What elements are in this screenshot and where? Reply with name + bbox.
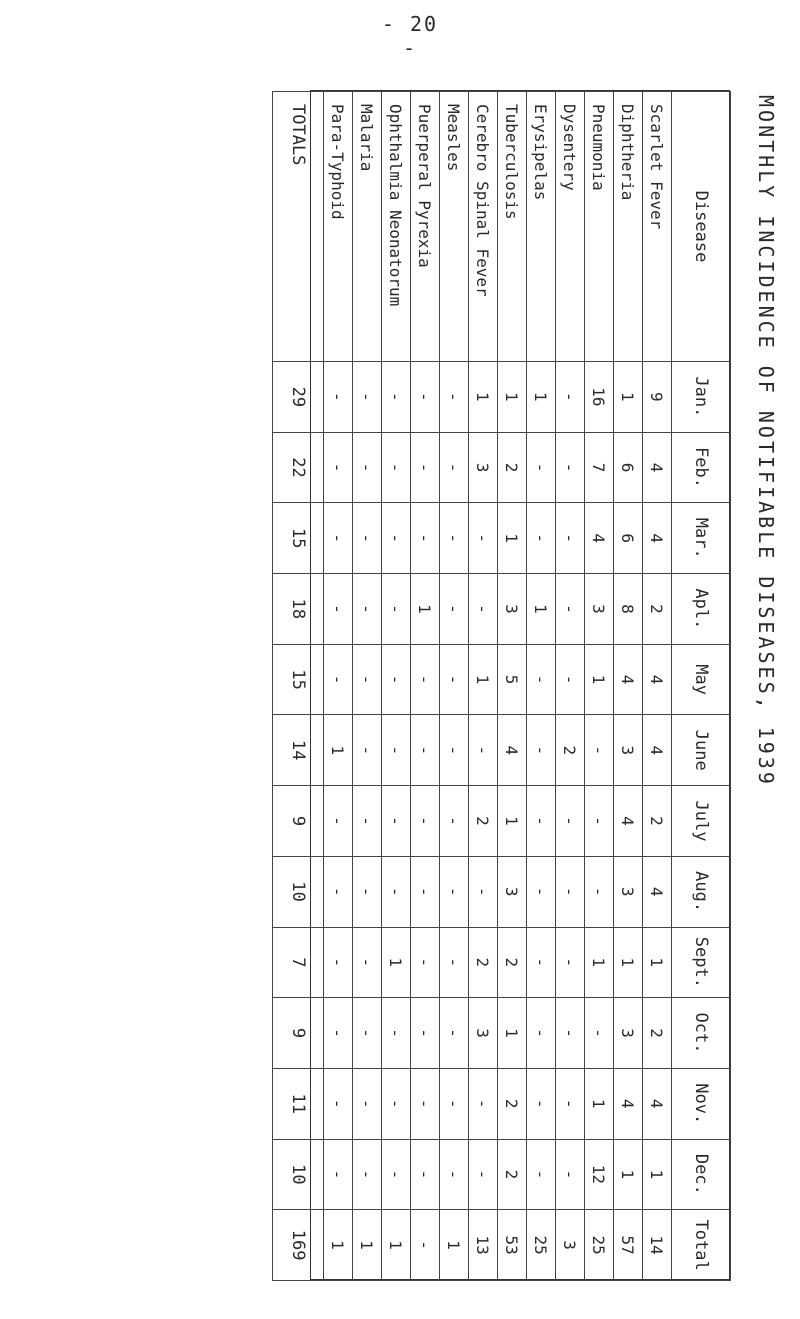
count-cell: - — [556, 1139, 585, 1210]
count-cell: - — [324, 503, 353, 574]
count-cell: 9 — [643, 362, 672, 433]
table-row — [353, 92, 382, 1281]
count-cell: - — [585, 856, 614, 927]
count-cell: 2 — [498, 927, 527, 998]
count-cell: - — [353, 644, 382, 715]
count-cell: 6 — [614, 503, 643, 574]
count-cell: - — [411, 432, 440, 503]
count-cell: - — [527, 503, 556, 574]
count-cell: - — [411, 1068, 440, 1139]
count-cell: 25 — [527, 1210, 556, 1281]
month-column-header: Nov. — [672, 1068, 731, 1139]
table-row — [556, 92, 585, 1281]
count-cell: - — [440, 362, 469, 433]
page-number: - 20 - — [381, 12, 439, 60]
count-cell: - — [411, 1210, 440, 1281]
disease-name-cell: Tuberculosis — [498, 92, 527, 362]
count-cell: - — [556, 998, 585, 1069]
count-cell: - — [556, 1068, 585, 1139]
count-cell: - — [556, 927, 585, 998]
count-cell: - — [440, 1139, 469, 1210]
count-cell: - — [585, 786, 614, 857]
disease-name-cell: Puerperal Pyrexia — [411, 92, 440, 362]
count-cell: 6 — [614, 432, 643, 503]
table-row — [469, 92, 498, 1281]
notifiable-diseases-table-frame — [288, 90, 730, 1280]
count-cell: 4 — [614, 644, 643, 715]
count-cell: - — [469, 856, 498, 927]
count-cell: 3 — [614, 998, 643, 1069]
total-cell: 15 — [273, 503, 324, 574]
disease-name-cell: Scarlet Fever — [643, 92, 672, 362]
count-cell: - — [411, 927, 440, 998]
count-cell: 1 — [614, 927, 643, 998]
count-cell: 4 — [643, 1068, 672, 1139]
count-cell: - — [411, 1139, 440, 1210]
count-cell: - — [382, 715, 411, 786]
count-cell: 53 — [498, 1210, 527, 1281]
count-cell: - — [440, 432, 469, 503]
count-cell: 1 — [440, 1210, 469, 1281]
count-cell: 1 — [498, 998, 527, 1069]
total-cell: 29 — [273, 362, 324, 433]
disease-name-cell: Malaria — [353, 92, 382, 362]
table-row — [527, 92, 556, 1281]
count-cell: - — [411, 644, 440, 715]
count-cell: 3 — [498, 574, 527, 645]
count-cell: - — [527, 856, 556, 927]
total-cell: 22 — [273, 432, 324, 503]
totals-row — [273, 92, 324, 1281]
table-row — [614, 92, 643, 1281]
count-cell: 2 — [498, 1139, 527, 1210]
count-cell: - — [556, 574, 585, 645]
count-cell: 3 — [614, 715, 643, 786]
disease-name-cell: Dysentery — [556, 92, 585, 362]
count-cell: - — [324, 644, 353, 715]
disease-name-cell: Diphtheria — [614, 92, 643, 362]
count-cell: - — [556, 644, 585, 715]
count-cell: 1 — [324, 715, 353, 786]
count-cell: 1 — [382, 1210, 411, 1281]
count-cell: - — [324, 1068, 353, 1139]
count-cell: - — [353, 998, 382, 1069]
count-cell: - — [382, 432, 411, 503]
count-cell: - — [382, 856, 411, 927]
total-cell: 7 — [273, 927, 324, 998]
table-row — [585, 92, 614, 1281]
count-cell: - — [440, 715, 469, 786]
count-cell: 2 — [469, 927, 498, 998]
count-cell: - — [469, 574, 498, 645]
count-cell: 2 — [469, 786, 498, 857]
count-cell: 1 — [527, 362, 556, 433]
count-cell: - — [411, 362, 440, 433]
count-cell: 1 — [469, 362, 498, 433]
count-cell: 12 — [585, 1139, 614, 1210]
count-cell: 7 — [585, 432, 614, 503]
disease-name-cell: Erysipelas — [527, 92, 556, 362]
count-cell: - — [556, 856, 585, 927]
count-cell: 25 — [585, 1210, 614, 1281]
total-cell: 169 — [273, 1210, 324, 1281]
table-row — [643, 92, 672, 1281]
count-cell: 3 — [614, 856, 643, 927]
disease-name-cell: Measles — [440, 92, 469, 362]
total-cell: 15 — [273, 644, 324, 715]
count-cell: - — [469, 715, 498, 786]
count-cell: - — [527, 644, 556, 715]
count-cell: 5 — [498, 644, 527, 715]
count-cell: - — [469, 1068, 498, 1139]
count-cell: 13 — [469, 1210, 498, 1281]
table-row — [498, 92, 527, 1281]
table-row — [324, 92, 353, 1281]
count-cell: - — [353, 503, 382, 574]
count-cell: 57 — [614, 1210, 643, 1281]
month-column-header: Apl. — [672, 574, 731, 645]
count-cell: - — [382, 574, 411, 645]
count-cell: - — [382, 998, 411, 1069]
count-cell: - — [527, 1139, 556, 1210]
count-cell: 3 — [498, 856, 527, 927]
count-cell: 4 — [498, 715, 527, 786]
count-cell: - — [353, 715, 382, 786]
count-cell: - — [469, 1139, 498, 1210]
count-cell: 1 — [614, 1139, 643, 1210]
disease-name-cell: Cerebro Spinal Fever — [469, 92, 498, 362]
count-cell: - — [382, 362, 411, 433]
count-cell: - — [527, 1068, 556, 1139]
count-cell: 1 — [643, 927, 672, 998]
count-cell: 1 — [527, 574, 556, 645]
notifiable-diseases-table — [272, 91, 731, 1281]
count-cell: 1 — [614, 362, 643, 433]
month-column-header: Jan. — [672, 362, 731, 433]
count-cell: 2 — [643, 998, 672, 1069]
total-cell: 11 — [273, 1068, 324, 1139]
month-column-header: Dec. — [672, 1139, 731, 1210]
count-cell: - — [469, 503, 498, 574]
count-cell: - — [527, 998, 556, 1069]
count-cell: - — [324, 786, 353, 857]
month-column-header: Aug. — [672, 856, 731, 927]
table-header-row — [672, 92, 731, 1281]
count-cell: 4 — [614, 786, 643, 857]
count-cell: 14 — [643, 1210, 672, 1281]
count-cell: - — [353, 362, 382, 433]
count-cell: - — [411, 786, 440, 857]
total-cell: 18 — [273, 574, 324, 645]
total-cell: 9 — [273, 998, 324, 1069]
count-cell: 4 — [643, 503, 672, 574]
month-column-header: Sept. — [672, 927, 731, 998]
count-cell: - — [382, 1139, 411, 1210]
count-cell: - — [353, 927, 382, 998]
month-column-header: July — [672, 786, 731, 857]
count-cell: 2 — [498, 432, 527, 503]
count-cell: - — [440, 786, 469, 857]
count-cell: - — [382, 786, 411, 857]
count-cell: - — [411, 998, 440, 1069]
count-cell: - — [440, 1068, 469, 1139]
count-cell: - — [411, 503, 440, 574]
count-cell: - — [353, 1139, 382, 1210]
total-cell: 10 — [273, 1139, 324, 1210]
count-cell: 1 — [411, 574, 440, 645]
count-cell: - — [382, 644, 411, 715]
count-cell: - — [353, 856, 382, 927]
count-cell: - — [324, 362, 353, 433]
count-cell: 16 — [585, 362, 614, 433]
count-cell: 1 — [585, 644, 614, 715]
count-cell: 2 — [643, 786, 672, 857]
disease-column-header: Disease — [672, 92, 731, 362]
count-cell: 3 — [469, 998, 498, 1069]
count-cell: - — [353, 786, 382, 857]
count-cell: - — [324, 856, 353, 927]
count-cell: 2 — [643, 574, 672, 645]
count-cell: - — [382, 503, 411, 574]
count-cell: - — [585, 998, 614, 1069]
count-cell: 1 — [498, 503, 527, 574]
count-cell: 4 — [643, 432, 672, 503]
count-cell: 4 — [643, 856, 672, 927]
count-cell: 1 — [498, 786, 527, 857]
page-title: MONTHLY INCIDENCE OF NOTIFIABLE DISEASES, 1939 — [754, 95, 778, 787]
disease-name-cell: Pneumonia — [585, 92, 614, 362]
count-cell: - — [324, 927, 353, 998]
count-cell: - — [527, 927, 556, 998]
count-cell: - — [440, 644, 469, 715]
count-cell: 3 — [556, 1210, 585, 1281]
count-cell: - — [556, 362, 585, 433]
count-cell: 1 — [585, 1068, 614, 1139]
table-row — [411, 92, 440, 1281]
count-cell: 2 — [498, 1068, 527, 1139]
month-column-header: Total — [672, 1210, 731, 1281]
count-cell: - — [324, 998, 353, 1069]
count-cell: 1 — [585, 927, 614, 998]
month-column-header: Mar. — [672, 503, 731, 574]
count-cell: - — [324, 432, 353, 503]
count-cell: - — [353, 1068, 382, 1139]
count-cell: 3 — [585, 574, 614, 645]
month-column-header: June — [672, 715, 731, 786]
count-cell: 4 — [643, 715, 672, 786]
count-cell: 1 — [324, 1210, 353, 1281]
totals-label: TOTALS — [273, 92, 324, 362]
count-cell: 1 — [498, 362, 527, 433]
count-cell: - — [324, 1139, 353, 1210]
count-cell: - — [411, 856, 440, 927]
month-column-header: May — [672, 644, 731, 715]
month-column-header: Feb. — [672, 432, 731, 503]
count-cell: 4 — [585, 503, 614, 574]
count-cell: - — [353, 432, 382, 503]
count-cell: - — [440, 998, 469, 1069]
count-cell: - — [556, 503, 585, 574]
count-cell: 1 — [382, 927, 411, 998]
count-cell: - — [411, 715, 440, 786]
count-cell: 4 — [643, 644, 672, 715]
count-cell: 2 — [556, 715, 585, 786]
count-cell: - — [353, 574, 382, 645]
disease-name-cell: Para-Typhoid — [324, 92, 353, 362]
count-cell: - — [440, 927, 469, 998]
count-cell: - — [324, 574, 353, 645]
month-column-header: Oct. — [672, 998, 731, 1069]
count-cell: 1 — [469, 644, 498, 715]
count-cell: - — [556, 432, 585, 503]
count-cell: - — [440, 503, 469, 574]
count-cell: 1 — [353, 1210, 382, 1281]
disease-name-cell: Ophthalmia Neonatorum — [382, 92, 411, 362]
count-cell: - — [382, 1068, 411, 1139]
total-cell: 9 — [273, 786, 324, 857]
count-cell: - — [440, 856, 469, 927]
count-cell: 8 — [614, 574, 643, 645]
count-cell: - — [527, 432, 556, 503]
total-cell: 10 — [273, 856, 324, 927]
count-cell: - — [527, 715, 556, 786]
table-row — [440, 92, 469, 1281]
total-cell: 14 — [273, 715, 324, 786]
count-cell: - — [556, 786, 585, 857]
count-cell: - — [585, 715, 614, 786]
count-cell: 4 — [614, 1068, 643, 1139]
count-cell: - — [440, 574, 469, 645]
table-row — [382, 92, 411, 1281]
count-cell: 1 — [643, 1139, 672, 1210]
count-cell: - — [527, 786, 556, 857]
count-cell: 3 — [469, 432, 498, 503]
